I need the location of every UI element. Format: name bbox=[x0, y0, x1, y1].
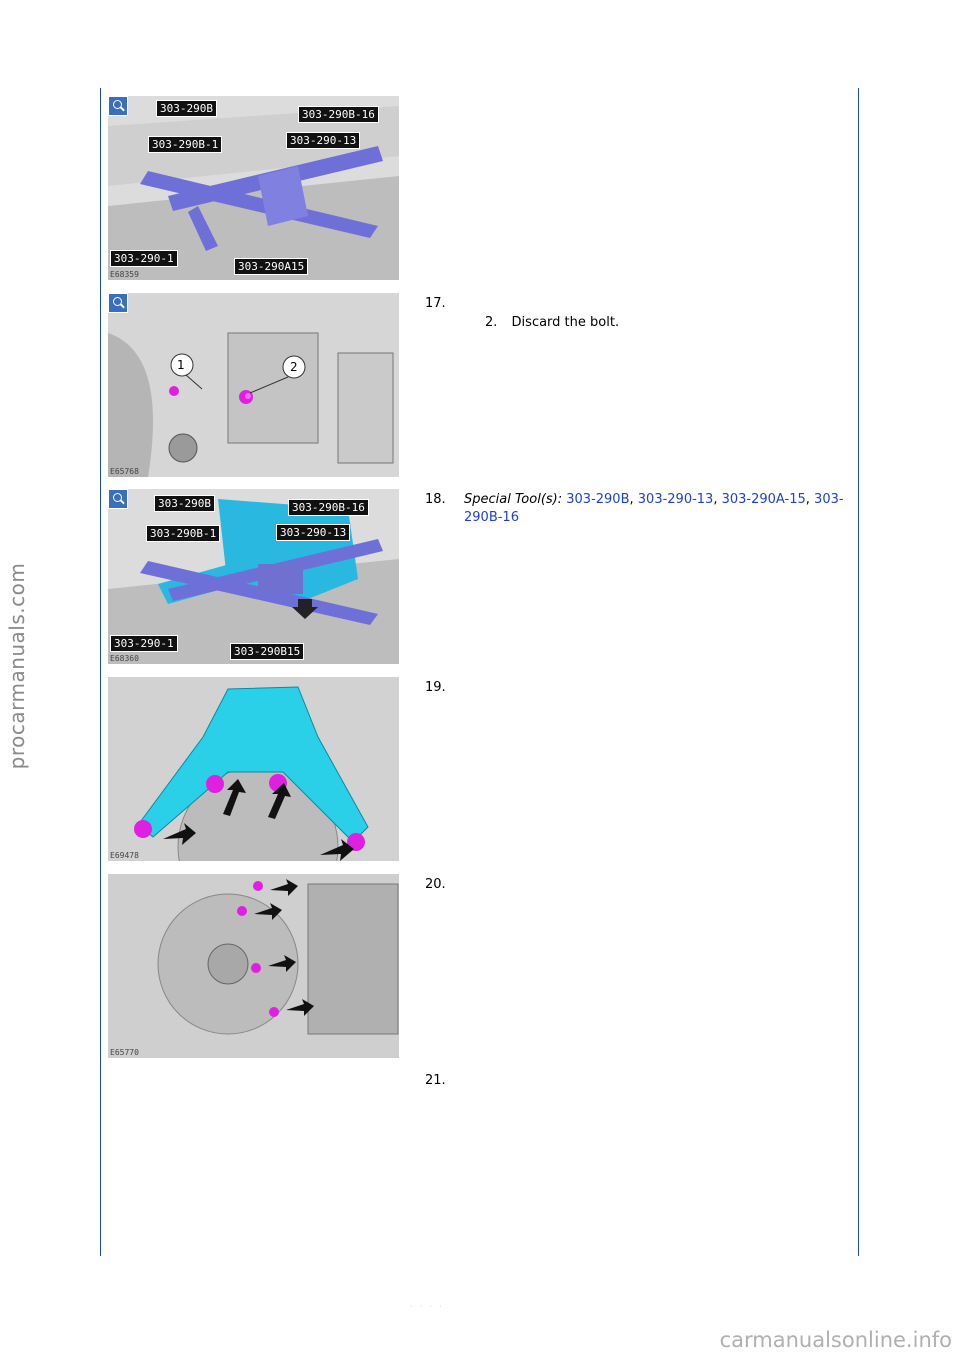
page-number: · · · · bbox=[410, 1302, 445, 1312]
figure-e68360[interactable] bbox=[108, 489, 399, 664]
step-number: 20. bbox=[425, 877, 446, 892]
figure-e68359[interactable] bbox=[108, 96, 399, 280]
figure-e65770 bbox=[108, 874, 399, 1058]
tool-label: 303-290-1 bbox=[110, 635, 178, 652]
special-tools-label: Special Tool(s): bbox=[464, 492, 563, 507]
figure-code: E65770 bbox=[110, 1048, 139, 1057]
figure-code: E65768 bbox=[110, 467, 139, 476]
transmission-bracket-illustration bbox=[108, 677, 399, 861]
figure-e69478 bbox=[108, 677, 399, 861]
tool-link[interactable]: 303-290B-16 bbox=[464, 492, 844, 525]
figure-code: E69478 bbox=[110, 851, 139, 860]
zoom-icon[interactable] bbox=[108, 96, 128, 116]
right-border-line bbox=[858, 88, 859, 1256]
tool-label: 303-290A15 bbox=[234, 258, 308, 275]
figure-e65768[interactable] bbox=[108, 293, 399, 477]
substep-number: 2. bbox=[485, 315, 498, 330]
transmission-bolts-illustration bbox=[108, 874, 399, 1058]
tool-label: 303-290-13 bbox=[286, 132, 360, 149]
gearbox-bolt-illustration bbox=[108, 293, 399, 477]
tool-label: 303-290-1 bbox=[110, 250, 178, 267]
special-tools: Special Tool(s): 303-290B, 303-290-13, 303-290A-15, 303-290B-16 bbox=[464, 492, 844, 525]
bottom-watermark: carmanualsonline.info bbox=[719, 1328, 952, 1352]
tool-link[interactable]: 303-290-13 bbox=[637, 492, 714, 507]
side-watermark: procarmanuals.com bbox=[5, 562, 29, 770]
tool-label: 303-290B bbox=[156, 100, 217, 117]
zoom-icon[interactable] bbox=[108, 489, 128, 509]
step-number: 17. bbox=[425, 296, 446, 311]
callout-2: 2 bbox=[290, 360, 298, 374]
tool-label: 303-290B-16 bbox=[298, 106, 379, 123]
step-number: 19. bbox=[425, 680, 446, 695]
tool-label: 303-290B15 bbox=[230, 643, 304, 660]
tool-label: 303-290B bbox=[154, 495, 215, 512]
figure-code: E68359 bbox=[110, 270, 139, 279]
tool-label: 303-290B-1 bbox=[146, 525, 220, 542]
callout-1: 1 bbox=[177, 358, 185, 372]
tool-label: 303-290-13 bbox=[276, 524, 350, 541]
zoom-icon[interactable] bbox=[108, 293, 128, 313]
left-border-line bbox=[100, 88, 101, 1256]
tool-link[interactable]: 303-290A-15 bbox=[721, 492, 806, 507]
step-number: 21. bbox=[425, 1073, 446, 1088]
tool-link[interactable]: 303-290B bbox=[566, 492, 630, 507]
tool-label: 303-290B-16 bbox=[288, 499, 369, 516]
tool-label: 303-290B-1 bbox=[148, 136, 222, 153]
step-17-substep bbox=[485, 315, 619, 330]
step-number: 18. bbox=[425, 492, 446, 507]
substep-text: Discard the bolt. bbox=[511, 315, 620, 330]
figure-code: E68360 bbox=[110, 654, 139, 663]
